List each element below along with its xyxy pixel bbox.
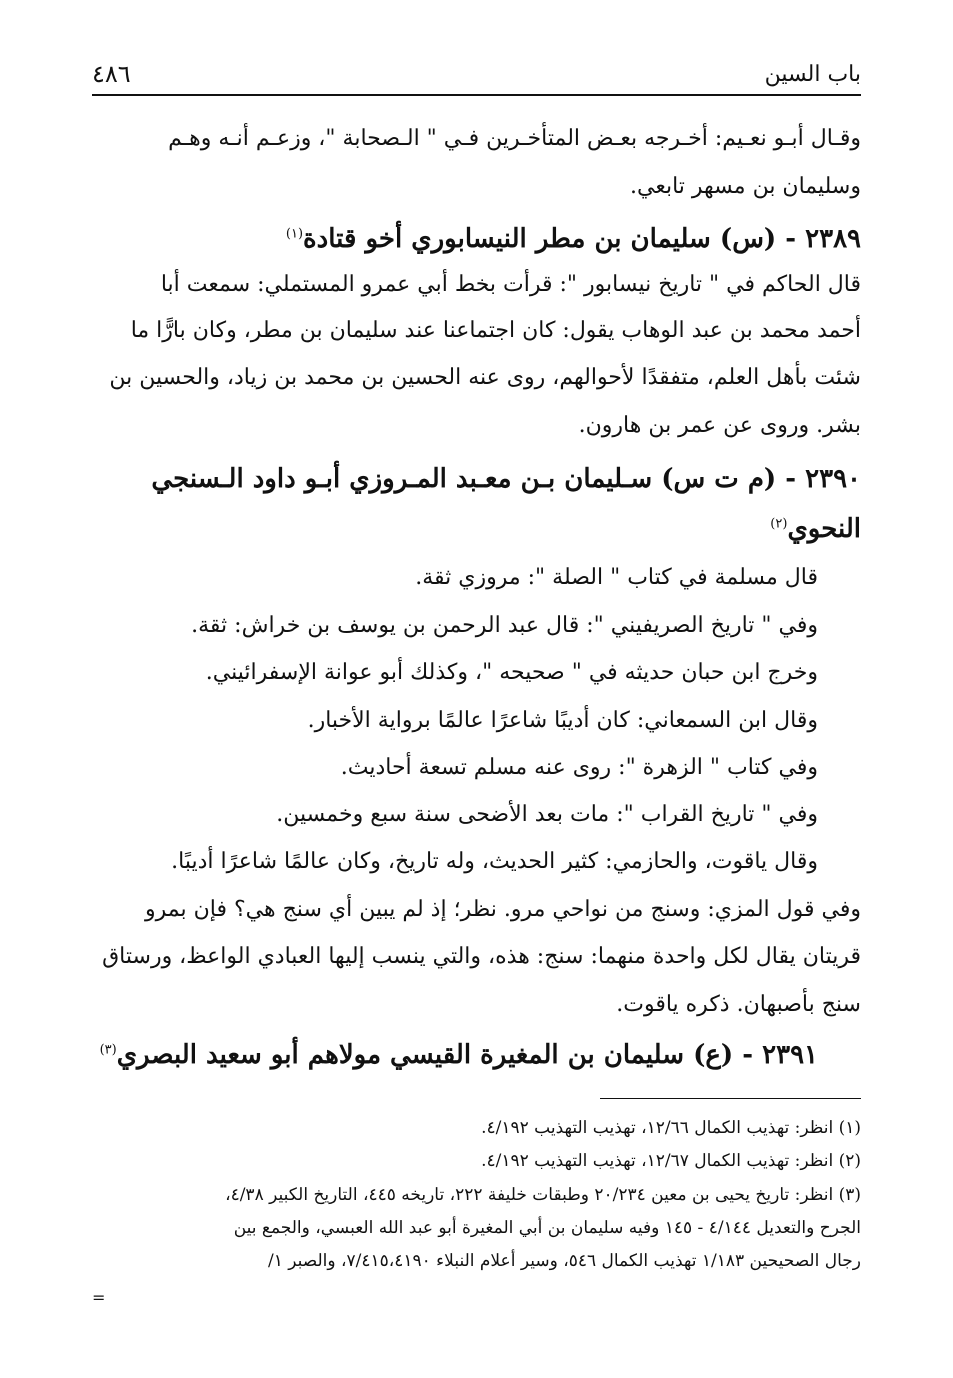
footnote-ref: (٢) [770,516,788,532]
footnote-3: (٣) انظر: تاريخ يحيى بن معين ٢٠/٢٣٤ وطبقات خليفة ٢٢٢، تاريخه ٤٤٥، التاريخ الكبير ٤/٣٨، [225,1185,861,1205]
text-line: وسليمان بن مسهر تابعي. [630,174,861,199]
footnote-3-cont: الجرح والتعديل ٤/١٤٤ - ١٤٥ وفيه سليمان بن أبي المغيرة أبو عبد الله العبسي، والجمع بين [233,1218,861,1238]
text-line: وخرج ابن حبان حديثه في " صحيحه "، وكذلك أبو عوانة الإسفرائيني. [205,660,818,685]
text-line: وفي " تاريخ القراب ": مات بعد الأضحى سنة سبع وخمسين. [276,802,818,827]
continuation-marker: = [92,1288,106,1307]
footnote-separator [600,1098,861,1099]
footnote-ref: (١) [285,226,304,242]
page-header [92,58,861,96]
text-line: بشر. وروى عن عمر بن هارون. [578,413,861,438]
heading-text: ٢٣٩١ - (ع) سليمان بن المغيرة القيسي مولاهم أبو سعيد البصري [116,1040,818,1070]
footnote-1: (١) انظر: تهذيب الكمال ١٢/٦٦، تهذيب التهذيب ٤/١٩٢. [481,1118,861,1138]
text-line: قريتان يقال لكل واحدة منهما: سنج: هذه، والتي ينسب إليها العبادي الواعظ، ورستاق [102,944,861,969]
text-line: قال مسلمة في كتاب " الصلة ": مروزي ثقة. [415,565,818,590]
footnote-2: (٢) انظر: تهذيب الكمال ١٢/٦٧، تهذيب التهذيب ٤/١٩٢. [481,1151,861,1171]
text-line: وقـال أبـو نعـيم: أخـرجه بعـض المتأخـرين فـي " الـصحابة "، وزعـم أنـه وهـم [168,126,861,151]
entry-heading-2391 [100,1042,818,1068]
footnote-3-cont: رجال الصحيحين ١/١٨٣ تهذيب الكمال ٥٤٦، وسير أعلام النبلاء ٧/٤١٥،٤١٩٠، والصبر ١/ [267,1251,861,1271]
entry-heading-2390-cont [770,516,861,542]
text-line: وفي قول المزي: وسنج من نواحي مرو. نظر؛ إذ لم يبين أي سنج هي؟ فإن بمرو [145,897,861,922]
text-line: قال الحاكم في " تاريخ نيسابور ": قرأت بخط أبي عمرو المستملي: سمعت أبا [160,272,861,297]
text-line: أحمد محمد بن عبد الوهاب يقول: كان اجتماعنا عند سليمان بن مطر، وكان بارًّا ما [130,318,861,343]
footnote-ref: (٣) [99,1042,117,1058]
heading-text: ٢٣٨٩ - (س) سليمان بن مطر النيسابوري أخو قتادة [303,224,861,254]
entry-heading-2389 [286,226,861,252]
running-title: باب السين [764,62,861,87]
heading-text: النحوي [787,514,861,544]
page-number: ٤٨٦ [92,60,131,88]
text-line: وقال ياقوت، والحازمي: كثير الحديث، وله تاريخ، وكان عالمًا شاعرًا أديبًا. [171,849,818,874]
text-line: وفي كتاب " الزهرة ": روى عنه مسلم تسعة أحاديث. [340,755,818,780]
text-line: وقال ابن السمعاني: كان أديبًا شاعرًا عالمًا برواية الأخبار. [307,708,818,733]
entry-heading-2390: ٢٣٩٠ - (م ت س) سـليمان بـن معـبد المـروزي أبـو داود الـسنجي [151,464,861,494]
text-line: سنج بأصبهان. ذكره ياقوت. [616,992,861,1017]
text-line: وفي " تاريخ الصريفيني ": قال عبد الرحمن بن يوسف بن خراش: ثقة. [191,613,818,638]
text-line: شئت بأهل العلم، متفقدًا لأحوالهم، روى عنه الحسين بن محمد بن زياد، والحسين بن [109,365,861,390]
